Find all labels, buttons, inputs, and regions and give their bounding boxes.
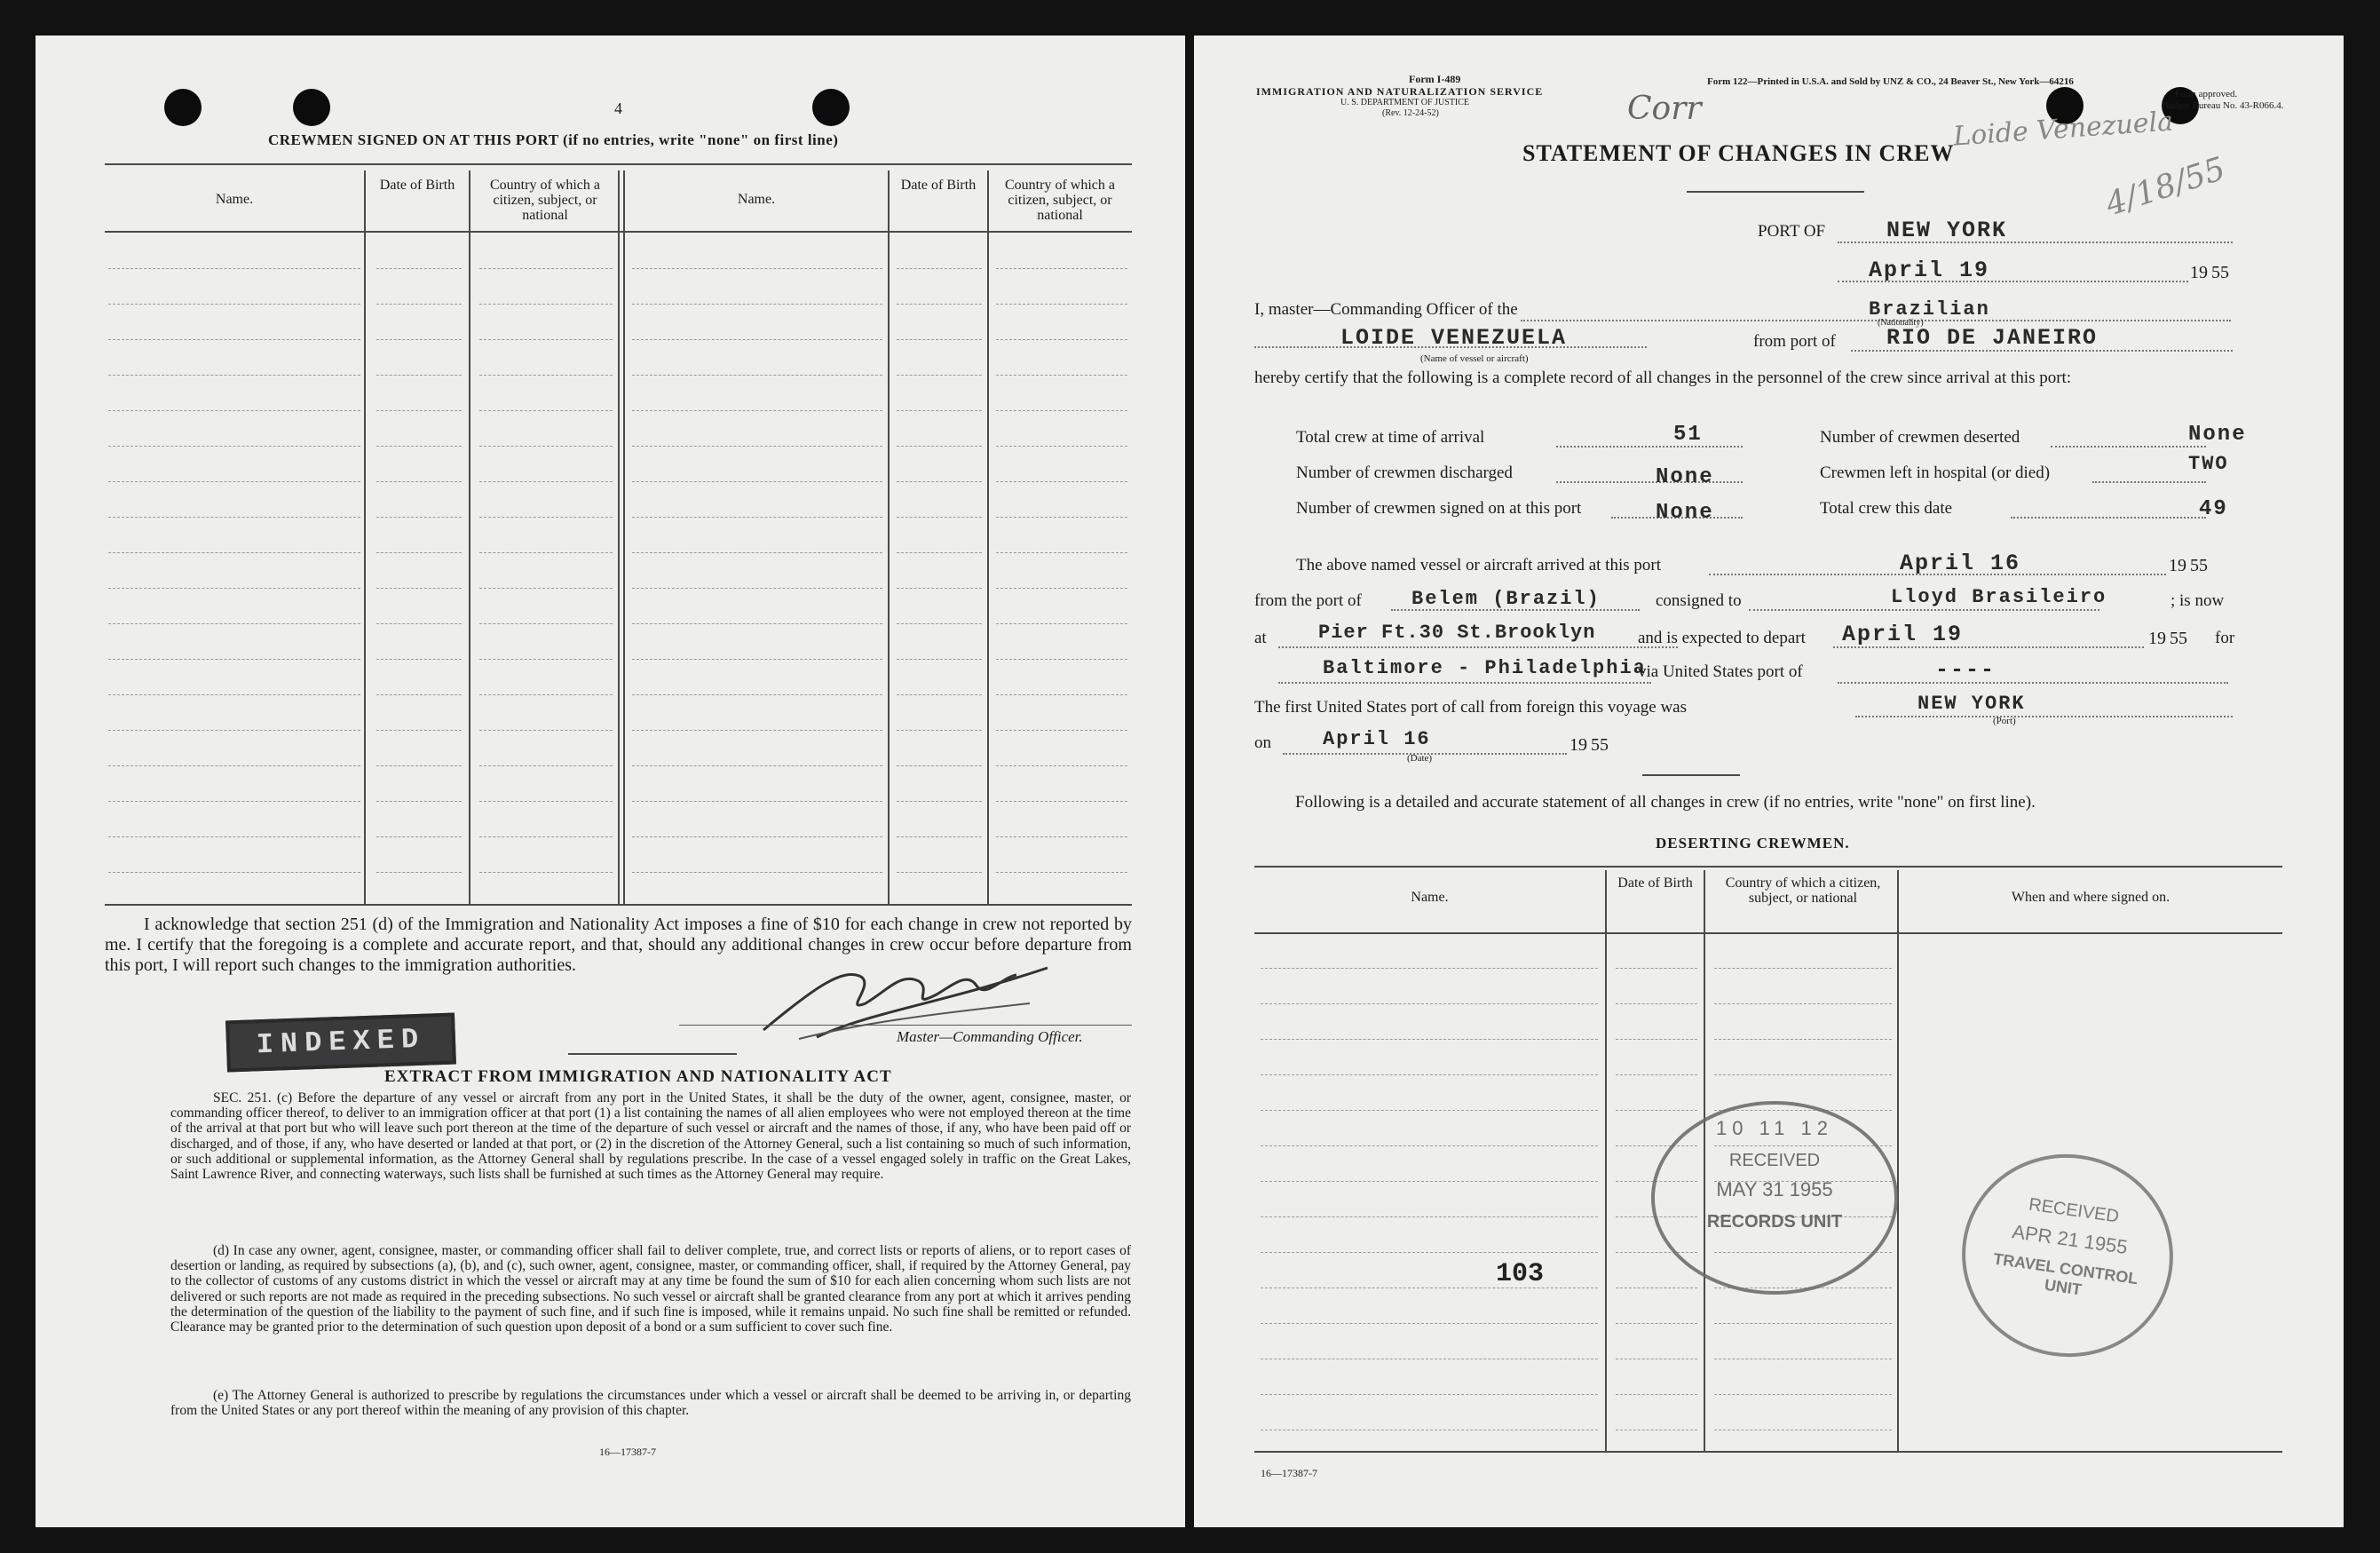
- via-label: via United States port of: [1638, 662, 1803, 681]
- blank-row-line: [897, 517, 982, 518]
- depart-year-prefix: 19: [2148, 629, 2166, 648]
- blank-row-line: [1714, 968, 1892, 969]
- blank-row-line: [897, 588, 982, 589]
- blank-row-line: [996, 375, 1127, 376]
- blank-row-line: [1261, 1074, 1598, 1075]
- blank-row-line: [376, 304, 462, 305]
- table-rule: [1897, 870, 1899, 1451]
- blank-row-line: [996, 268, 1127, 269]
- table-rule: [888, 170, 890, 904]
- blank-row-line: [376, 765, 462, 766]
- revision: (Rev. 12-24-52): [1382, 108, 1439, 118]
- fill-line: [1749, 609, 2099, 611]
- blank-row-line: [1261, 1394, 1598, 1395]
- signed-on-label: Number of crewmen signed on at this port: [1296, 499, 1582, 518]
- blank-row-line: [1714, 1323, 1892, 1324]
- table-rule: [1254, 932, 2282, 934]
- blank-row-line: [479, 659, 613, 660]
- blank-row-line: [376, 623, 462, 624]
- blank-row-line: [632, 623, 882, 624]
- blank-row-line: [479, 375, 613, 376]
- consigned-label: consigned to: [1656, 591, 1742, 610]
- table-rule: [1605, 870, 1607, 1451]
- is-now-label: ; is now: [2170, 591, 2225, 610]
- blank-row-line: [479, 623, 613, 624]
- blank-row-line: [108, 304, 360, 305]
- arrival-year-prefix: 19: [2169, 556, 2186, 575]
- blank-row-line: [108, 872, 360, 873]
- blank-row-line: [996, 694, 1127, 695]
- right-page: [1194, 36, 2344, 1527]
- vessel-caption: (Name of vessel or aircraft): [1420, 353, 1529, 364]
- blank-row-line: [897, 765, 982, 766]
- blank-row-line: [1261, 1181, 1598, 1182]
- blank-row-line: [376, 552, 462, 553]
- blank-row-line: [897, 410, 982, 411]
- blank-row-line: [376, 481, 462, 482]
- blank-row-line: [897, 801, 982, 802]
- from-port-value: RIO DE JANEIRO: [1886, 325, 2099, 351]
- blank-row-line: [1616, 1074, 1697, 1075]
- blank-row-line: [996, 517, 1127, 518]
- blank-row-line: [376, 801, 462, 802]
- handwritten-mark: Corr: [1627, 91, 1702, 127]
- blank-row-line: [479, 694, 613, 695]
- blank-row-line: [376, 836, 462, 837]
- blank-row-line: [632, 836, 882, 837]
- following-text: Following is a detailed and accurate statement of all changes in crew (if no entries, write "none" on first line).: [1295, 793, 2036, 812]
- blank-row-line: [376, 410, 462, 411]
- port-label: PORT OF: [1758, 222, 1826, 241]
- blank-row-line: [632, 872, 882, 873]
- blank-row-line: [376, 375, 462, 376]
- blank-row-line: [479, 552, 613, 553]
- blank-row-line: [376, 588, 462, 589]
- blank-row-line: [479, 765, 613, 766]
- blank-row-line: [632, 481, 882, 482]
- master-label: I, master—Commanding Officer of the: [1254, 300, 1518, 319]
- blank-row-line: [1261, 1039, 1598, 1040]
- blank-row-line: [376, 694, 462, 695]
- blank-row-line: [897, 268, 982, 269]
- on-year: 55: [1591, 735, 1609, 755]
- blank-row-line: [1261, 1003, 1598, 1004]
- blank-row-line: [108, 694, 360, 695]
- column-header-country: Country of which a citizen, subject, or national: [1725, 876, 1881, 906]
- blank-row-line: [632, 588, 882, 589]
- blank-row-line: [108, 588, 360, 589]
- blank-row-line: [996, 410, 1127, 411]
- fill-line: [1278, 682, 1651, 684]
- vessel-name: LOIDE VENEZUELA: [1340, 325, 1568, 351]
- signed-on-value: None: [1656, 501, 1714, 525]
- blank-row-line: [108, 268, 360, 269]
- arrival-date: April 16: [1900, 551, 2021, 576]
- blank-row-line: [1616, 968, 1697, 969]
- total-date-value: 49: [2199, 497, 2228, 521]
- blank-row-line: [479, 481, 613, 482]
- total-arrival-label: Total crew at time of arrival: [1296, 428, 1485, 447]
- blank-row-line: [897, 694, 982, 695]
- blank-row-line: [479, 801, 613, 802]
- blank-row-line: [1714, 1074, 1892, 1075]
- via-value: Baltimore - Philadelphia: [1323, 657, 1647, 679]
- fill-line: [2011, 517, 2206, 519]
- column-header-dob: Date of Birth: [900, 178, 977, 193]
- blank-row-line: [108, 375, 360, 376]
- blank-row-line: [479, 339, 613, 340]
- blank-row-line: [108, 552, 360, 553]
- from-the-port-value: Belem (Brazil): [1411, 588, 1601, 610]
- arrival-label: The above named vessel or aircraft arrived at this port: [1296, 556, 1661, 574]
- port-value: NEW YORK: [1886, 218, 2008, 243]
- blank-row-line: [996, 872, 1127, 873]
- blank-row-line: [1261, 1252, 1598, 1253]
- fill-line: [1556, 481, 1743, 483]
- blank-row-line: [376, 730, 462, 731]
- blank-row-line: [1616, 1394, 1697, 1395]
- blank-row-line: [1616, 1110, 1697, 1111]
- stamp-unit: TRAVEL CONTROL UNIT: [1992, 1249, 2139, 1299]
- blank-row-line: [632, 375, 882, 376]
- form-label: Form I-489: [1409, 73, 1461, 85]
- table-rule: [1254, 1451, 2282, 1453]
- blank-row-line: [996, 304, 1127, 305]
- blank-row-line: [996, 765, 1127, 766]
- blank-row-line: [479, 872, 613, 873]
- department-name: U. S. DEPARTMENT OF JUSTICE: [1340, 98, 1469, 107]
- blank-row-line: [1261, 968, 1598, 969]
- stamp-unit: RECORDS UNIT: [1706, 1212, 1843, 1232]
- blank-row-line: [996, 552, 1127, 553]
- budget-bureau: Budget Bureau No. 43-R066.4.: [2162, 100, 2284, 111]
- fill-line: [2092, 481, 2206, 483]
- blank-row-line: [108, 339, 360, 340]
- section-251-d: (d) In case any owner, agent, consignee, master, or commanding officer shall fail to deliver complete, true, and correct lists or reports of aliens, or to report cases of desertion or landing, as required by subsections (a), (b), and (c), such owner, agent, consignee, master, or commanding officer, shall, if required by the Attorney General, pay to the collector of customs of any customs district in which the vessel or aircraft may at any time be found the sum of $10 for each alien concerning whom such lists are not delivered or such reports are not made as required in the preceding subsections. No such vessel or aircraft shall be granted clearance from any port at which it arrives pending the determination of the question of the liability to the payment of such fine, and if such fine is imposed, while it remains unpaid. No such fine shall be remitted or refunded. Clearance may be granted prior to the determination of such question upon deposit of a bond or a sum sufficient to cover such fine.: [170, 1243, 1131, 1335]
- blank-row-line: [1616, 1003, 1697, 1004]
- blank-row-line: [897, 552, 982, 553]
- blank-row-line: [108, 659, 360, 660]
- section-251-c: SEC. 251. (c) Before the departure of any vessel or aircraft from any port in the United States, it shall be the duty of the owner, agent, consignee, master, or commanding officer thereof, to deliver to an immigration officer at that port (1) a list containing the names of all alien employees who were not employed thereon at the time of the arrival at that port but who will leave such port thereon at the time of the departure of such vessel or aircraft and the names of those, if any, who have been paid off or discharged, and of those, if any, who have deserted or landed at that port, or (2) in the discretion of the Attorney General, such a list containing so much of such information, or such additional or supplemental information, as the Attorney General shall by regulations prescribe. In the case of a vessel engaged solely in traffic on the Great Lakes, Saint Lawrence River, and connecting waterways, such lists shall be furnished at such times as the Attorney General may require.: [170, 1090, 1131, 1183]
- signature-line: [679, 1025, 1132, 1026]
- blank-row-line: [996, 730, 1127, 731]
- blank-row-line: [376, 659, 462, 660]
- column-header-signed-on: When and where signed on.: [2011, 890, 2170, 905]
- divider: [1687, 191, 1864, 193]
- table-rule: [987, 170, 989, 904]
- blank-row-line: [108, 730, 360, 731]
- blank-row-line: [996, 446, 1127, 447]
- blank-row-line: [897, 872, 982, 873]
- arrival-year: 55: [2190, 556, 2208, 575]
- blank-row-line: [1616, 1039, 1697, 1040]
- blank-row-line: [1261, 1110, 1598, 1111]
- blank-row-line: [632, 304, 882, 305]
- blank-row-line: [632, 552, 882, 553]
- acknowledgement-text: I acknowledge that section 251 (d) of the Immigration and Nationality Act imposes a fine of $10 for each change in crew not reported by me. I certify that the foregoing is a complete and accurate report, and that, should any additional changes in crew occur before departure from this port, I will report such changes to the immigration authorities.: [105, 915, 1132, 975]
- blank-row-line: [376, 517, 462, 518]
- blank-row-line: [1261, 1145, 1598, 1146]
- signature-caption: Master—Commanding Officer.: [897, 1028, 1083, 1045]
- report-year-prefix: 19: [2190, 263, 2208, 282]
- via-port-value: ----: [1935, 657, 1997, 683]
- depart-date: April 19: [1842, 622, 1964, 647]
- stamp-date: MAY 31 1955: [1716, 1178, 1833, 1200]
- total-arrival-value: 51: [1673, 423, 1703, 447]
- discharged-label: Number of crewmen discharged: [1296, 464, 1513, 482]
- divider: [568, 1053, 737, 1055]
- on-year-prefix: 19: [1570, 735, 1587, 755]
- blank-row-line: [108, 623, 360, 624]
- table-rule: [105, 904, 1132, 906]
- blank-row-line: [897, 836, 982, 837]
- blank-row-line: [479, 446, 613, 447]
- blank-row-line: [479, 517, 613, 518]
- column-header-dob: Date of Birth: [1617, 876, 1693, 891]
- travel-control-stamp: [1949, 1141, 2186, 1371]
- blank-row-line: [996, 623, 1127, 624]
- blank-row-line: [897, 623, 982, 624]
- blank-row-line: [479, 268, 613, 269]
- blank-row-line: [632, 517, 882, 518]
- for-label: for: [2215, 629, 2235, 647]
- blank-row-line: [108, 481, 360, 482]
- fill-line: [2051, 446, 2206, 448]
- blank-row-line: [897, 339, 982, 340]
- from-port-label: from port of: [1753, 332, 1836, 351]
- blank-row-line: [479, 730, 613, 731]
- first-port-value: NEW YORK: [1917, 693, 2026, 715]
- column-header-country: Country of which a citizen, subject, or national: [490, 178, 600, 223]
- table-rule: [469, 170, 470, 904]
- column-header-name: Name.: [737, 192, 776, 207]
- print-code: 16—17387-7: [1261, 1467, 1317, 1479]
- table-rule: [618, 170, 620, 904]
- blank-row-line: [996, 659, 1127, 660]
- blank-row-line: [996, 339, 1127, 340]
- column-header-name: Name.: [1411, 890, 1449, 905]
- on-label: on: [1254, 733, 1271, 752]
- blank-row-line: [996, 481, 1127, 482]
- blank-row-line: [996, 836, 1127, 837]
- blank-row-line: [108, 410, 360, 411]
- at-label: at: [1254, 629, 1267, 647]
- blank-row-line: [996, 588, 1127, 589]
- blank-row-line: [632, 694, 882, 695]
- divider: [1642, 774, 1740, 776]
- fill-line: [1556, 446, 1743, 448]
- blank-row-line: [897, 730, 982, 731]
- page-number: 4: [614, 99, 622, 117]
- blank-row-line: [479, 304, 613, 305]
- blank-row-line: [108, 801, 360, 802]
- page-stamp-number: 103: [1496, 1259, 1545, 1289]
- punch-hole: [812, 89, 850, 126]
- report-date: April 19: [1869, 258, 1990, 283]
- indexed-stamp: INDEXED: [225, 1013, 456, 1073]
- hospital-value: TWO: [2188, 453, 2229, 475]
- handwritten-date: 4/18/55: [2101, 150, 2230, 224]
- first-arrival-date: April 16: [1323, 728, 1431, 750]
- form-approval: Form approved.: [2175, 89, 2238, 99]
- handwritten-vessel: Loide Venezuela: [1952, 106, 2175, 153]
- signed-on-header: CREWMEN SIGNED ON AT THIS PORT (if no entries, write "none" on first line): [268, 131, 839, 148]
- stamp-received: RECEIVED: [2027, 1194, 2121, 1227]
- blank-row-line: [376, 339, 462, 340]
- punch-hole: [164, 89, 202, 126]
- table-rule: [105, 163, 1132, 165]
- blank-row-line: [632, 410, 882, 411]
- blank-row-line: [632, 659, 882, 660]
- blank-row-line: [632, 801, 882, 802]
- extract-title: EXTRACT FROM IMMIGRATION AND NATIONALITY ACT: [384, 1067, 892, 1086]
- blank-row-line: [376, 268, 462, 269]
- blank-row-line: [108, 446, 360, 447]
- blank-row-line: [1714, 1394, 1892, 1395]
- depart-year: 55: [2170, 629, 2187, 648]
- nationality-value: Brazilian: [1869, 298, 1990, 321]
- section-251-e: (e) The Attorney General is authorized to prescribe by regulations the circumstances under which a vessel or aircraft shall be deemed to be arriving in, or departing from the United States or any port thereof within the meaning of any provision of this chapter.: [170, 1388, 1131, 1419]
- blank-row-line: [897, 481, 982, 482]
- column-header-dob: Date of Birth: [379, 178, 455, 193]
- punch-hole: [293, 89, 330, 126]
- blank-row-line: [632, 765, 882, 766]
- agency-name: IMMIGRATION AND NATURALIZATION SERVICE: [1256, 85, 1544, 98]
- blank-row-line: [479, 410, 613, 411]
- column-header-country: Country of which a citizen, subject, or national: [1005, 178, 1115, 223]
- fill-line: [1855, 716, 2233, 717]
- blank-row-line: [108, 836, 360, 837]
- stamp-received: RECEIVED: [1728, 1151, 1821, 1170]
- print-code: 16—17387-7: [599, 1446, 656, 1458]
- left-page: [36, 36, 1185, 1527]
- blank-row-line: [376, 872, 462, 873]
- blank-row-line: [897, 446, 982, 447]
- total-date-label: Total crew this date: [1820, 499, 1953, 518]
- port-caption: (Port): [1993, 716, 2016, 726]
- first-port-label: The first United States port of call from foreign this voyage was: [1254, 698, 1688, 717]
- certify-text: hereby certify that the following is a complete record of all changes in the personnel of the crew since arrival at this port:: [1254, 368, 2072, 387]
- date-caption: (Date): [1407, 753, 1433, 764]
- deserting-title: DESERTING CREWMEN.: [1656, 835, 1850, 852]
- blank-row-line: [897, 659, 982, 660]
- blank-row-line: [376, 446, 462, 447]
- fill-line: [1278, 646, 1678, 648]
- blank-row-line: [1261, 1216, 1598, 1217]
- blank-row-line: [632, 446, 882, 447]
- blank-row-line: [897, 375, 982, 376]
- printer-line: Form 122—Printed in U.S.A. and Sold by UNZ & CO., 24 Beaver St., New York—64216: [1707, 76, 2074, 87]
- blank-row-line: [996, 801, 1127, 802]
- records-unit-stamp: [1651, 1101, 1898, 1295]
- pier-location: Pier Ft.30 St.Brooklyn: [1318, 622, 1596, 644]
- blank-row-line: [632, 268, 882, 269]
- report-year: 55: [2211, 263, 2229, 282]
- column-header-name: Name.: [215, 192, 254, 207]
- table-rule: [1254, 866, 2282, 868]
- discharged-value: None: [1656, 465, 1714, 489]
- hospital-label: Crewmen left in hospital (or died): [1820, 464, 2051, 482]
- form-title: STATEMENT OF CHANGES IN CREW: [1522, 140, 1955, 166]
- fill-line: [1838, 682, 2228, 684]
- from-the-port-label: from the port of: [1254, 591, 1362, 610]
- blank-row-line: [108, 765, 360, 766]
- blank-row-line: [1261, 1323, 1598, 1324]
- stamp-top: 10 11 12: [1715, 1117, 1833, 1139]
- nationality-caption: (Nationality): [1878, 318, 1924, 328]
- blank-row-line: [1714, 1003, 1892, 1004]
- blank-row-line: [897, 304, 982, 305]
- table-rule: [364, 170, 366, 904]
- blank-row-line: [479, 588, 613, 589]
- deserted-value: None: [2188, 423, 2247, 447]
- blank-row-line: [479, 836, 613, 837]
- consigned-value: Lloyd Brasileiro: [1891, 586, 2107, 608]
- blank-row-line: [108, 517, 360, 518]
- deserted-label: Number of crewmen deserted: [1820, 428, 2020, 447]
- table-rule: [623, 170, 625, 904]
- blank-row-line: [1714, 1039, 1892, 1040]
- stamp-date: APR 21 1955: [2011, 1220, 2130, 1259]
- blank-row-line: [1616, 1323, 1697, 1324]
- blank-row-line: [632, 339, 882, 340]
- blank-row-line: [632, 730, 882, 731]
- depart-label: and is expected to depart: [1638, 629, 1806, 647]
